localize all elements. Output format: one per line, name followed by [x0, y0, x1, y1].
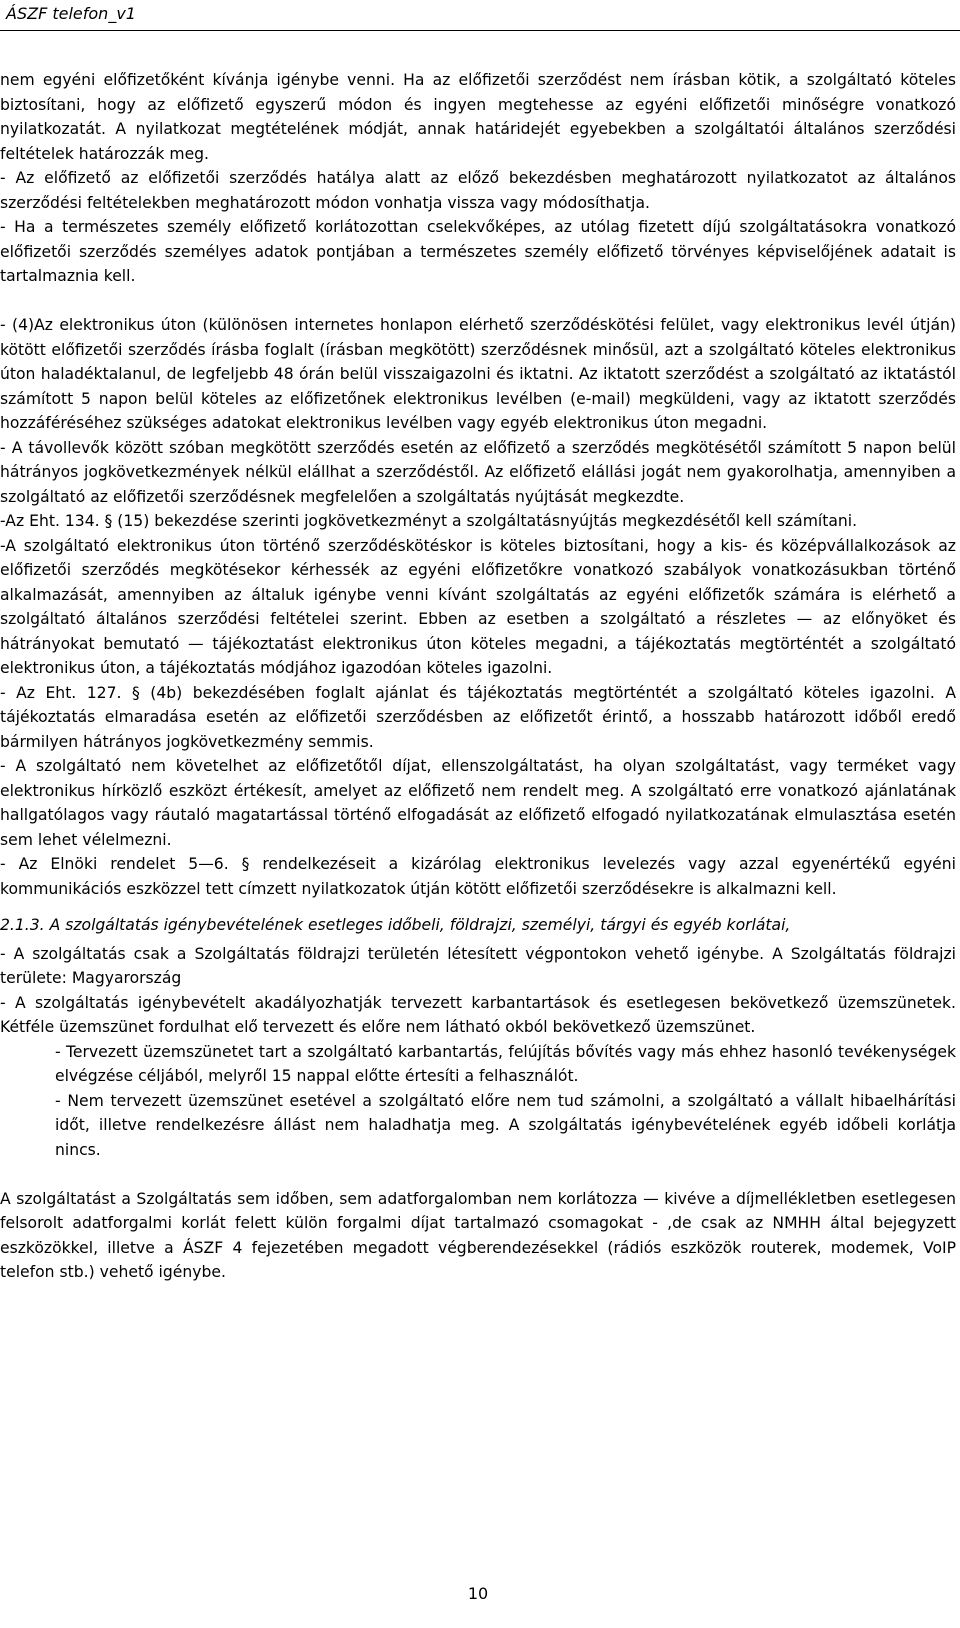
header-rule [0, 30, 960, 31]
indented-list-item: - Nem tervezett üzemszünet esetével a szolgáltató előre nem tud számolni, a szolgáltató a vállalt hibaelhárítási időt, illetve rendelkezésre állást nem haladhatja meg. A szolgáltatás igénybevételének egyéb időbeli korlátja nincs. [55, 1091, 956, 1159]
paragraph: A szolgáltatást a Szolgáltatás sem időben, sem adatforgalomban nem korlátozza — kivéve a díjmellékletben esetlegesen felsorolt adatforgalmi korlát felett külön forgalmi díjat tartalmazó csomagokat - ,de csak az NMHH által bejegyzett eszközökkel, illetve a ÁSZF 4 fejezetében megadott végberendezésekkel (rádiós eszközök routerek, modemek, VoIP telefon stb.) vehető igénybe. [0, 1189, 956, 1281]
page-number: 10 [467, 1584, 489, 1603]
paragraph: - Az Elnöki rendelet 5—6. § rendelkezéseit a kizárólag elektronikus levelezés vagy azzal egyenértékű egyéni kommunikációs eszközzel tett címzett nyilatkozatok útján kötött előfizetői szerződésekre is alkalmazni kell. [0, 855, 956, 898]
spacer [0, 1162, 956, 1187]
paragraph: - A szolgáltató nem követelhet az előfizetőtől díjat, ellenszolgáltatást, ha olyan szolgáltatást, vagy terméket vagy elektronikus hírközlő eszközt értékesít, amelyet az előfizető nem rendelt meg. A szolgáltató erre vonatkozó ajánlatának hallgatólagos vagy ráutaló magatartással történő elfogadását az előfizető elfogadó nyilatkozatának elmulasztása esetén sem lehet vélelmezni. [0, 757, 956, 849]
paragraph: - Az Eht. 127. § (4b) bekezdésében foglalt ajánlat és tájékoztatás megtörténtét a szolgáltató köteles igazolni. A tájékoztatás elmaradása esetén az előfizetői szerződésben az előfizetőt érintő, a hosszabb határozott időből eredő bármilyen hátrányos jogkövetkezmény semmis. [0, 683, 956, 751]
document-header: ÁSZF telefon_v1 [6, 4, 136, 23]
paragraph: - (4)Az elektronikus úton (különösen internetes honlapon elérhető szerződéskötési felület, vagy elektronikus levél útján) kötött előfizetői szerződés írásba foglalt (írásban megkötött) szerződésnek minősül, azt a szolgáltató köteles elektronikus úton haladéktalanul, de legfeljebb 48 órán belül visszaigazolni és iktatni. Az iktatott szerződést a szolgáltató az iktatástól számított 5 napon belül köteles az előfizetőnek elektronikus levélben (e-mail) megküldeni, vagy az iktatott szerződés hozzáféréséhez szükséges adatokat elektronikus levélben vagy egyéb elektronikus úton megadni. [0, 316, 956, 432]
paragraph: nem egyéni előfizetőként kívánja igénybe venni. Ha az előfizetői szerződést nem írásban kötik, a szolgáltató köteles biztosítani, hogy az előfizető egyszerű módon és ingyen megtehesse az egyéni előfizetői minőségre vonatkozó nyilatkozatát. A nyilatkozat megtételének módját, annak határidejét egyebekben a szolgáltatói általános szerződési feltételek határozzák meg. [0, 71, 956, 163]
paragraph: - A szolgáltatás igénybevételt akadályozhatják tervezett karbantartások és esetlegesen bekövetkező üzemszünetek. Kétféle üzemszünet fordulhat elő tervezett és előre nem látható okból bekövetkező üzemszünet. [0, 993, 956, 1036]
paragraph: - Ha a természetes személy előfizető korlátozottan cselekvőképes, az utólag fizetett díjú szolgáltatásokra vonatkozó előfizetői szerződés személyes adatok pontjában a természetes személy előfizető törvényes képviselőjének adatait is tartalmaznia kell. [0, 218, 956, 285]
paragraph: - A távollevők között szóban megkötött szerződés esetén az előfizető a szerződés megkötésétől számított 5 napon belül hátrányos jogkövetkezmények nélkül elállhat a szerződéstől. Az előfizető elállási jogát nem gyakorolhatja, amennyiben a szolgáltató az előfizetői szerződésnek megfelelően a szolgáltatás nyújtását megkezdte. [0, 438, 956, 506]
paragraph: -Az Eht. 134. § (15) bekezdése szerinti jogkövetkezményt a szolgáltatásnyújtás megkezdésétől kell számítani. [0, 512, 858, 530]
paragraph: -A szolgáltató elektronikus úton történő szerződéskötéskor is köteles biztosítani, hogy a kis- és középvállalkozások az előfizetői szerződés megkötésekor kérhessék az egyéni előfizetőkre vonatkozó szabályok vonatkozásukban történő alkalmazását, amennyiben az általuk igénybe venni kívánt szolgáltatás az egyéni előfizetők számára is elérhető a szolgáltató általános szerződési feltételei szerint. Ebben az esetben a szolgáltató a részletes — az előnyöket és hátrányokat bemutató — tájékoztatást elektronikus úton köteles megadni, a tájékoztatás megtörténtét a szolgáltató elektronikus úton, a tájékoztatás módjához igazodóan köteles igazolni. [0, 536, 956, 677]
indented-list-item: - Tervezett üzemszünetet tart a szolgáltató karbantartás, felújítás bővítés vagy más ehhez hasonló tevékenységek elvégzése céljából, melyről 15 nappal előtte értesíti a felhasználót. [55, 1042, 956, 1085]
paragraph: - A szolgáltatás csak a Szolgáltatás földrajzi területén létesített végpontokon vehető igénybe. A Szolgáltatás földrajzi területe: Magyarország [0, 944, 956, 987]
paragraph: - Az előfizető az előfizetői szerződés hatálya alatt az előző bekezdésben meghatározott nyilatkozatot az általános szerződési feltételekben meghatározott módon vonhatja vissza vagy módosíthatja. [0, 169, 956, 212]
spacer [0, 289, 956, 314]
document-body [0, 68, 956, 1285]
section-heading: 2.1.3. A szolgáltatás igénybevételének esetleges időbeli, földrajzi, személyi, tárgyi és egyéb korlátai, [0, 916, 791, 934]
